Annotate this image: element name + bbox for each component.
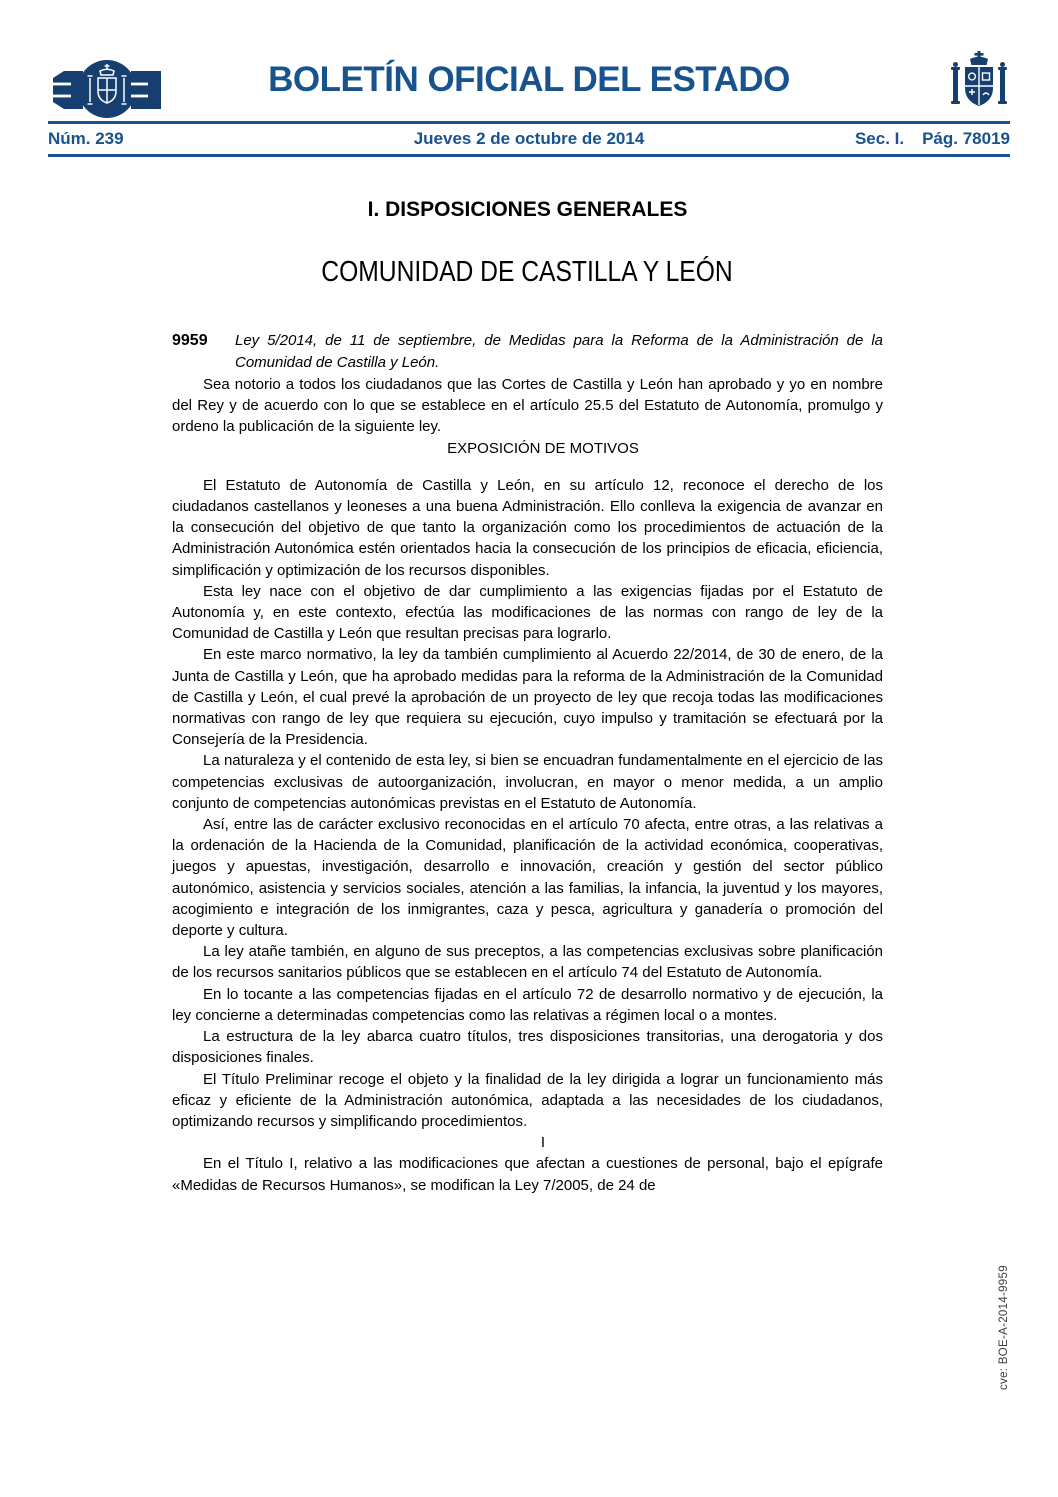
section-numeral: I	[540, 1134, 546, 1152]
spain-coat-of-arms-icon	[948, 50, 1010, 118]
closing-paragraph: En el Título I, relativo a las modificaciones que afectan a cuestiones de personal, bajo el epígrafe «Medidas de Recursos Humanos», se modifican la Ley 7/2005, de 24 de	[172, 1155, 883, 1194]
cve-code: cve: BOE-A-2014-9959	[998, 1265, 1010, 1390]
paragraph: La ley atañe también, en alguno de sus preceptos, a las competencias exclusivas sobre planificación de los recursos sanitarios públicos que se establecen en el artículo 74 del Estatuto de Autonomía.	[172, 943, 883, 982]
page-number: Pág. 78019	[922, 129, 1010, 148]
issue-number: Núm. 239	[48, 129, 124, 148]
paragraph: Esta ley nace con el objetivo de dar cumplimiento a las exigencias fijadas por el Estatuto de Autonomía y, en este contexto, efectúa las modificaciones de las normas con rango de ley de la Comunidad de Castilla y León que resultan precisas para lograrlo.	[172, 582, 883, 643]
paragraph: En este marco normativo, la ley da también cumplimiento al Acuerdo 22/2014, de 30 de enero, de la Junta de Castilla y León, que ha aprobado medidas para la reforma de la Administración de la Comunidad de Castilla y León, el cual prevé la aprobación de un proyecto de ley que recoja todas las modificaciones normativas con rango de ley que requiera su ejecución, cuyo impulso y tramitación se efectuará por la Consejería de la Presidencia.	[172, 646, 883, 749]
paragraph: Así, entre las de carácter exclusivo reconocidas en el artículo 70 afecta, entre otras, a las relativas a la ordenación de la Hacienda de la Comunidad, planificación de la actividad económica, cooperativas, juegos y apuestas, investigación, desarrollo e innovación, creación y gestión del sector público autonómico, asistencia y servicios sociales, atención a las familias, la infancia, la juventud y los mayores, acogimiento e integración de los inmigrantes, caza y pesca, agricultura y ganadería o promoción del deporte y cultura.	[172, 816, 883, 940]
paragraph: El Estatuto de Autonomía de Castilla y León, en su artículo 12, reconoce el derecho de los ciudadanos castellanos y leoneses a una buena Administración. Ello conlleva la exigencia de avanzar en la consecución del objetivo de que tanto la organización como los procedimientos de actuación de la Administración Autonómica estén orientados hacia la consecución de los principios de eficacia, eficiencia, simplificación y optimización de los recursos disponibles.	[172, 476, 883, 579]
masthead-title: BOLETÍN OFICIAL DEL ESTADO	[268, 60, 790, 99]
law-item	[172, 330, 883, 374]
promulgation-paragraph: Sea notorio a todos los ciudadanos que las Cortes de Castilla y León han aprobado y yo en nombre del Rey y de acuerdo con lo que se establece en el artículo 25.5 del Estatuto de Autonomía, promulgo y ordeno la publicación de la siguiente ley.	[172, 376, 883, 436]
law-item-title: Ley 5/2014, de 11 de septiembre, de Medidas para la Reforma de la Administración de la Comunidad de Castilla y León.	[235, 332, 883, 371]
section-label: Sec. I.	[854, 129, 905, 148]
community-heading-text: COMUNIDAD DE CASTILLA Y LEÓN	[321, 256, 734, 288]
body-paragraphs	[172, 475, 883, 1132]
paragraph: En lo tocante a las competencias fijadas en el artículo 72 de desarrollo normativo y de ejecución, la ley concierne a determinadas competencias como las relativas a régimen local o a montes.	[172, 985, 883, 1024]
paragraph: La estructura de la ley abarca cuatro títulos, tres disposiciones transitorias, una derogatoria y dos disposiciones finales.	[172, 1028, 883, 1067]
section-heading: I. DISPOSICIONES GENERALES	[367, 198, 688, 221]
issue-date: Jueves 2 de octubre de 2014	[413, 129, 645, 148]
document-body	[172, 0, 883, 1196]
paragraph: La naturaleza y el contenido de esta ley, si bien se encuadran fundamentalmente en el ejercicio de las competencias exclusivas de autoorganización, involucran, en mayor o menor medida, a un amplio conjunto de competencias autonómicas previstas en el Estatuto de Autonomía.	[172, 752, 883, 812]
law-item-number: 9959	[172, 332, 208, 349]
paragraph: El Título Preliminar recoge el objeto y la finalidad de la ley dirigida a lograr un funcionamiento más eficaz y eficiente de la Administración autonómica, adaptada a las necesidades de los ciudadanos, optimizando recursos y simplificando procedimientos.	[172, 1070, 883, 1130]
community-heading	[172, 257, 883, 287]
motivos-heading: EXPOSICIÓN DE MOTIVOS	[447, 439, 639, 457]
